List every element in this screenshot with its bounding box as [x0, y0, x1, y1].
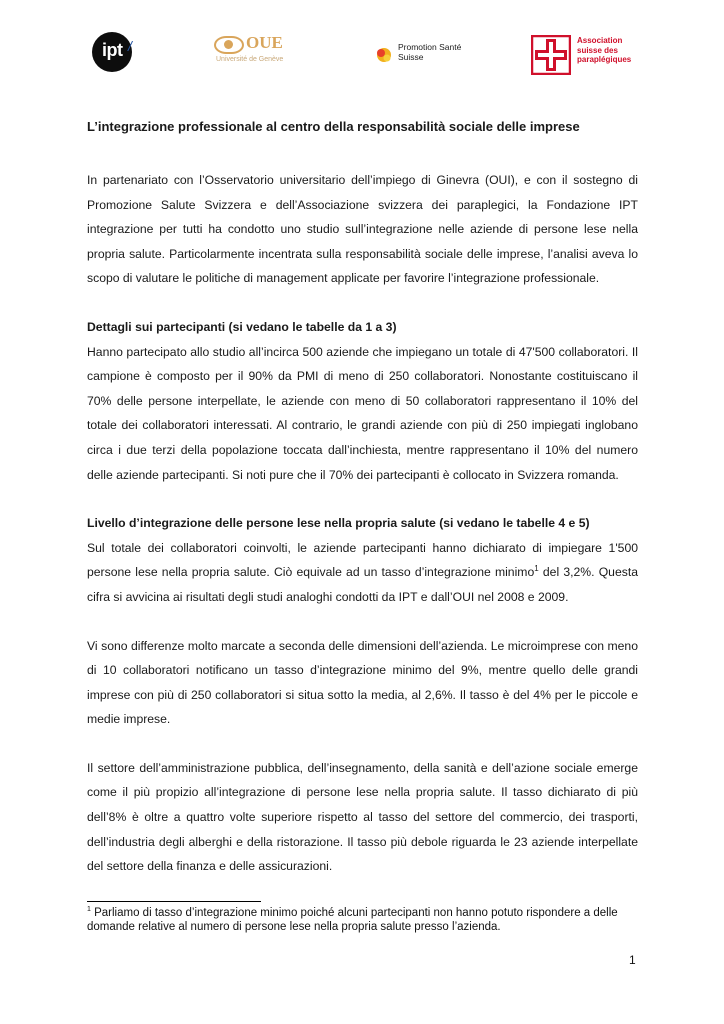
asp-line1: Association [577, 36, 623, 45]
footnote [87, 906, 638, 934]
spacer [87, 291, 638, 315]
page-number: 1 [629, 953, 636, 967]
oue-logo [214, 33, 314, 74]
intro-paragraph: In partenariato con l’Osservatorio universitario dell’impiego di Ginevra (OUI), e con il sostegno di Promozione Salute Svizzera e dell’Associazione svizzera dei paraplegici, la Fondazione IPT integrazione per tutti ha condotto uno studio sull’integrazione nelle aziende di persone lese nella propria salute. Particolarmente incentrata sulla responsabilità sociale delle imprese, l’analisi aveva lo scopo di valutare le politiche di management applicate per favorire l’integrazione professionale. [87, 173, 638, 286]
footnote-number: 1 [87, 906, 91, 914]
spacer [87, 732, 638, 756]
sector-paragraph: Il settore dell’amministrazione pubblica, dell’insegnamento, della sanità e dell’azione sociale emerge come il più propizio all’integrazione di persone lese nella propria salute. Il tasso dichiarato di più dell’8% è oltre a quattro volte superiore rispetto al tasso del settore del commercio, dei trasporti, dell’industria degli alberghi e della ristorazione. Il tasso più debole riguarda le 23 aziende interpellate del settore della finanza e delle assicurazioni. [87, 760, 638, 874]
integration-body-text-cont: del 3,2%. Questa cifra si avvicina ai risultati degli studi analoghi condotti da IPT e dall’OUI nel 2008 e 2009. [87, 565, 638, 604]
document-body [87, 118, 638, 879]
eye-icon [214, 36, 244, 54]
ipt-swoosh-icon: / [128, 38, 132, 54]
footnote-separator [87, 901, 261, 902]
section-participants-body: Hanno partecipato allo studio all’incirca 500 aziende che impiegano un totale di 47'500 collaboratori. Il campione è composto per il 90% da PMI di meno di 250 collaboratori. Nonostante costituiscano il 70% delle persone interpellate, le aziende con meno di 50 collaboratori rappresentano il 10% del totale dei collaboratori interessati. Al contrario, le grandi aziende con più di 250 impiegati inglobano circa i due terzi della popolazione toccata dall’inchiesta, mentre rappresentano il 10% del numero delle aziende partecipanti. Si noti pure che il 70% dei partecipanti è collocato in Svizzera romanda. [87, 344, 638, 482]
oue-logo-subtitle: Université de Genève [216, 56, 284, 63]
integration-body-text: Sul totale dei collaboratori coinvolti, le aziende partecipanti hanno dichiarato di impiegare 1'500 persone lese nella propria salute. Ciò equivale ad un tasso d’integrazione minimo [87, 540, 638, 580]
promotion-sante-line2: Suisse [398, 52, 424, 62]
ipt-logo-text: ipt [102, 40, 123, 60]
document-title: L’integrazione professionale al centro della responsabilità sociale delle imprese [87, 119, 580, 134]
spacer [87, 487, 638, 511]
asp-line3: paraplégiques [577, 55, 632, 64]
asp-logo-text [577, 36, 631, 65]
section-integration-heading: Livello d’integrazione delle persone lese nella propria salute (si vedano le tabelle 4 e 5) [87, 516, 590, 531]
asp-line2: suisse des [577, 45, 618, 55]
logo-bar [88, 30, 648, 80]
promotion-sante-logo [373, 42, 483, 72]
company-size-paragraph: Vi sono differenze molto marcate a seconda delle dimensioni dell’azienda. Le microimprese con meno di 10 collaboratori notificano un tasso d’integrazione minimo del 9%, mentre quello delle grandi imprese con più di 250 collaboratori si situa sotto la media, al 2,6%. Il tasso è del 4% per le piccole e medie imprese. [87, 638, 638, 727]
ipt-logo [92, 32, 148, 72]
promotion-sante-text [398, 42, 461, 62]
spacer [87, 610, 638, 634]
promotion-sante-line1: Promotion Santé [398, 42, 462, 52]
footnote-text: Parliamo di tasso d’integrazione minimo poiché alcuni partecipanti non hanno potuto rispondere a delle domande relative al numero di persone lese nella propria salute presso l’azienda. [87, 907, 618, 933]
asp-logo [531, 35, 641, 75]
cross-icon [531, 35, 571, 75]
sun-icon [373, 44, 395, 66]
footnote-reference[interactable]: 1 [534, 564, 539, 574]
oue-logo-text: OUE [246, 33, 283, 52]
section-participants-heading: Dettagli sui partecipanti (si vedano le tabelle da 1 a 3) [87, 319, 397, 334]
section-integration-body [87, 536, 638, 610]
